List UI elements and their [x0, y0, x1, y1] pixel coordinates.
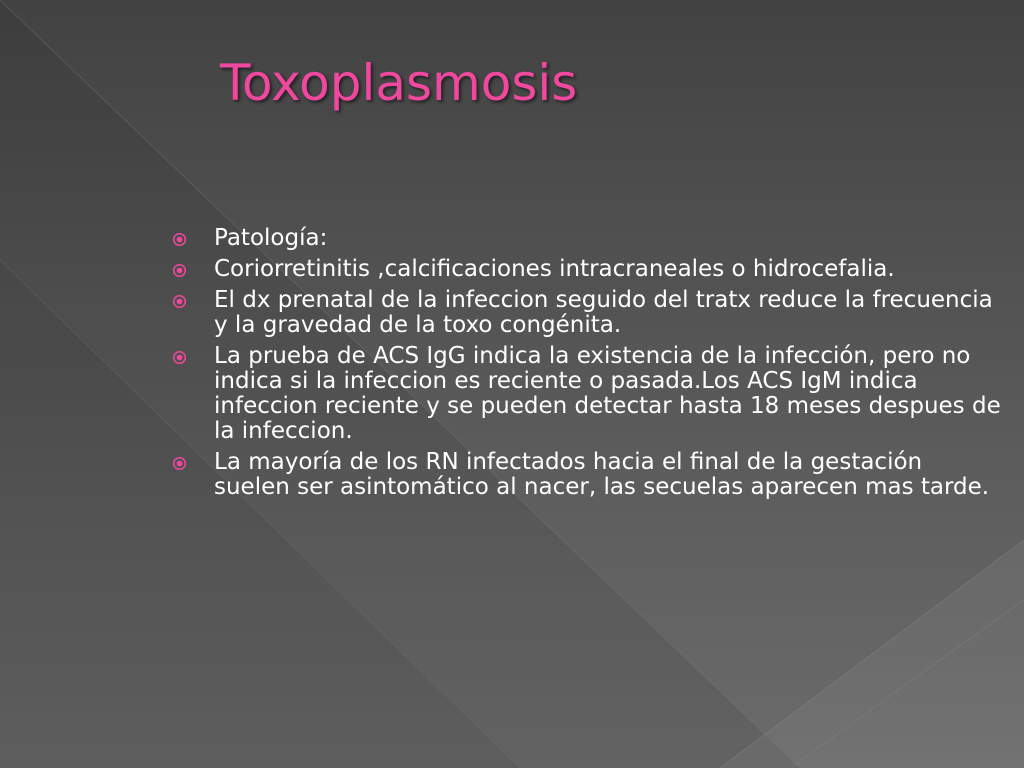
bullet-item — [172, 450, 1002, 500]
bullet-item — [172, 257, 1002, 282]
circle-dot-icon — [172, 350, 187, 365]
slide-title: Toxoplasmosis — [220, 54, 578, 112]
circle-dot-icon — [172, 263, 187, 278]
bullet-item — [172, 226, 1002, 251]
bullet-item — [172, 344, 1002, 444]
circle-dot-icon — [172, 294, 187, 309]
bullet-text: La mayoría de los RN infectados hacia el final de la gestación suelen ser asintomático al nacer, las secuelas aparecen mas tarde. — [214, 449, 990, 500]
circle-dot-icon — [172, 232, 187, 247]
bullet-text: Patología: — [214, 225, 328, 251]
bullet-item — [172, 288, 1002, 338]
bullet-list — [172, 226, 1002, 506]
bullet-text: El dx prenatal de la infeccion seguido del tratx reduce la frecuencia y la gravedad de la toxo congénita. — [214, 287, 993, 338]
circle-dot-icon — [172, 456, 187, 471]
bullet-text: La prueba de ACS IgG indica la existencia de la infección, pero no indica si la infeccion es reciente o pasada.Los ACS IgM indica infeccion reciente y se pueden detectar hasta 18 meses despues de la infeccion. — [214, 343, 1001, 444]
bullet-text: Coriorretinitis ,calcificaciones intracraneales o hidrocefalia. — [214, 256, 895, 282]
